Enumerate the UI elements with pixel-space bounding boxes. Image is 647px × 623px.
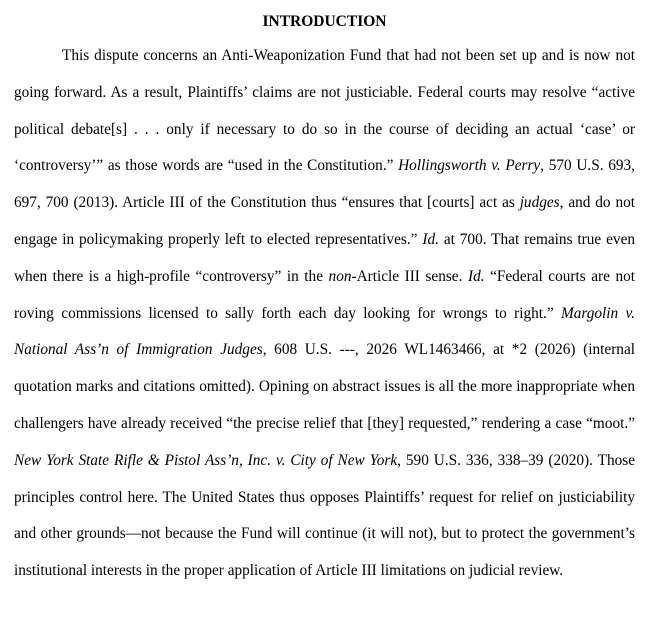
text-run: , and do not engage in policymaking properly left to elected representatives.”	[14, 194, 635, 248]
text-run: , 570 U.S. 693, 697, 700 (2013). Article III of the Constitution thus “ensures that [courts] act as	[14, 157, 635, 212]
text-run: “Federal courts are not roving commissions licensed to sally forth each day looking for wrongs to right.”	[14, 267, 636, 322]
emphasis-non: non	[328, 267, 352, 285]
text-run: -Article III sense.	[351, 267, 468, 285]
case-citation-margolin: Margolin v. National Ass’n of Immigration Judges	[14, 304, 636, 359]
citation-id: Id.	[422, 230, 439, 248]
text-run: , 590 U.S. 336, 338–39 (2020). Those principles control here. The United States thus opposes Plaintiffs’ request for relief on justiciability and other grounds—not because the Fund will continue (it will not), but to protect the government’s institutional interests in the proper application of Article III limitations on judicial review.	[14, 451, 635, 580]
emphasis-judges: judges	[519, 194, 560, 212]
text-run: , 608 U.S. ---, 2026 WL1463466, at *2 (2026) (internal quotation marks and citations omitted). Opining on abstract issues is all the more inappropriate when challengers have already received “the precise relief that [they] requested,” rendering a case “moot.”	[14, 341, 635, 432]
text-run: at 700. That remains true even when there is a high-profile “controversy” in the	[14, 230, 636, 285]
text-run: This dispute concerns an Anti-Weaponization Fund that had not been set up and is now not going forward. As a result, Plaintiffs’ claims are not justiciable. Federal courts may resolve “active political debate[s] . . . only if necessary to do so in the course of deciding an actual ‘case’ or ‘controversy’” as those words are “used in the Constitution.”	[14, 47, 635, 175]
citation-id: Id.	[467, 267, 485, 285]
section-heading: INTRODUCTION	[262, 13, 387, 30]
introduction-paragraph	[14, 28, 635, 590]
case-citation-nysrpa: New York State Rifle & Pistol Ass’n, Inc. v. City of New York	[14, 451, 398, 469]
case-citation-hollingsworth: Hollingsworth v. Perry	[398, 157, 541, 175]
